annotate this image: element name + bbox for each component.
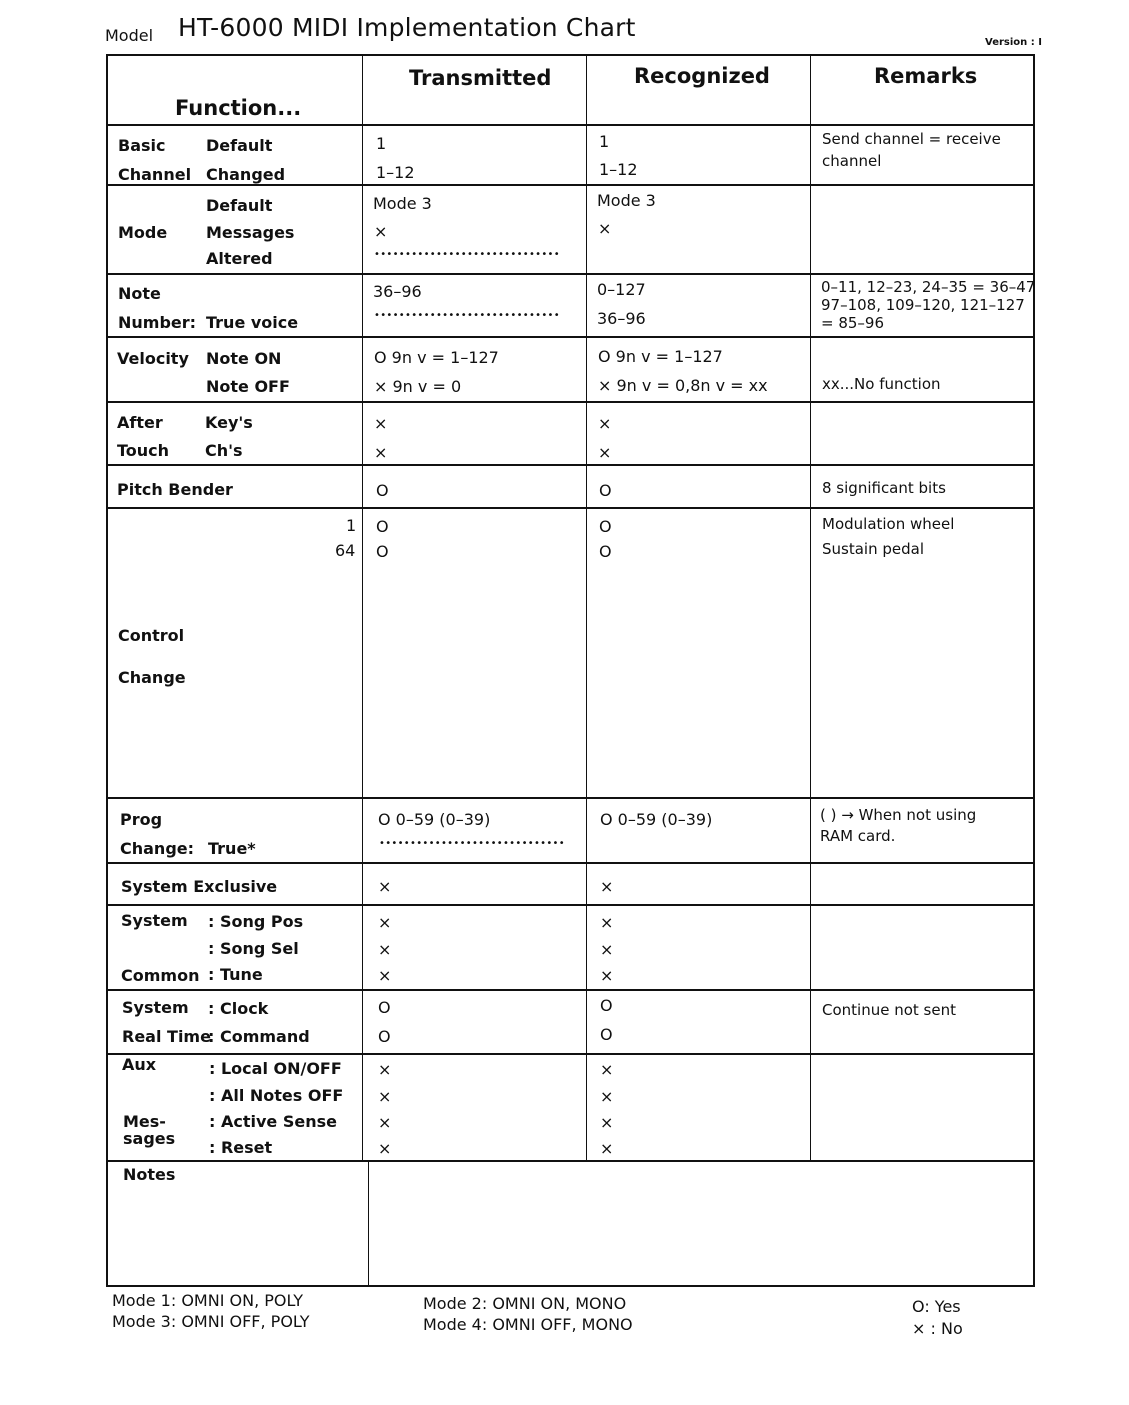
col-divider-function: [362, 56, 363, 1160]
cell-remarks: Sustain pedal: [822, 540, 924, 558]
header-remarks: Remarks: [874, 64, 978, 88]
row-sublabel: : Command: [208, 1027, 310, 1046]
row-sublabel: : Song Sel: [208, 939, 299, 958]
row-label: Real Time: [122, 1027, 211, 1046]
col-divider-transmitted: [586, 56, 587, 1160]
cell-value: O 9n v = 1–127: [598, 347, 723, 366]
dotted-filler: ••••••••••••••••••••••••••••••: [379, 838, 565, 849]
cell-remarks: Modulation wheel: [822, 515, 955, 533]
cell-value: ×: [600, 1060, 614, 1079]
row-divider: [108, 989, 1033, 991]
cell-value: O: [376, 517, 389, 536]
cell-value: ×: [378, 1087, 392, 1106]
cell-remarks: RAM card.: [820, 827, 896, 845]
cell-remarks: ( ) → When not using: [820, 806, 977, 824]
model-label: Model: [105, 26, 154, 45]
footer-mode2: Mode 2: OMNI ON, MONO: [423, 1294, 627, 1313]
cell-value: Mode 3: [373, 194, 432, 213]
cell-value: ×: [378, 966, 392, 985]
cell-value: ×: [374, 414, 388, 433]
cell-value: O: [600, 1025, 613, 1044]
row-sublabel: Note OFF: [206, 377, 290, 396]
cell-value: O: [599, 481, 612, 500]
cell-value: ×: [378, 877, 392, 896]
row-label: Prog: [120, 810, 163, 829]
page-title: HT-6000 MIDI Implementation Chart: [178, 13, 636, 42]
row-sublabel: : Song Pos: [208, 912, 304, 931]
row-divider: [108, 507, 1033, 509]
row-sublabel: Default: [206, 136, 273, 155]
cell-value: O: [376, 481, 389, 500]
dotted-filler: ••••••••••••••••••••••••••••••: [374, 310, 560, 321]
cell-value: O: [599, 542, 612, 561]
row-label: Common: [121, 966, 200, 985]
controller-number: 1: [346, 516, 357, 535]
footer-legend-no: × : No: [912, 1319, 963, 1338]
midi-implementation-table: [106, 54, 1035, 1287]
cell-value: ×: [378, 1113, 392, 1132]
row-label: Mes-: [123, 1112, 166, 1131]
row-sublabel: Key's: [205, 413, 253, 432]
row-sublabel: : Active Sense: [209, 1112, 337, 1131]
footer-mode3: Mode 3: OMNI OFF, POLY: [112, 1312, 310, 1331]
row-sublabel: Default: [206, 196, 273, 215]
controller-number: 64: [335, 541, 356, 560]
cell-value: O: [378, 998, 391, 1017]
cell-value: ×: [600, 966, 614, 985]
version-label: Version : I: [985, 37, 1042, 48]
cell-value: ×: [598, 414, 612, 433]
header-transmitted: Transmitted: [409, 66, 552, 90]
cell-value: ×: [598, 443, 612, 462]
cell-value: ×: [600, 1113, 614, 1132]
cell-value: ×: [598, 219, 612, 238]
cell-value: Mode 3: [597, 191, 656, 210]
row-sublabel: Changed: [206, 165, 286, 184]
footer-legend-yes: O: Yes: [912, 1297, 961, 1316]
row-label: After: [117, 413, 163, 432]
row-divider: [108, 464, 1033, 466]
cell-value: ×: [374, 443, 388, 462]
col-divider-recognized: [810, 56, 811, 1160]
row-divider: [108, 1160, 1033, 1162]
row-divider: [108, 336, 1033, 338]
cell-value: O: [600, 996, 613, 1015]
row-label: System: [121, 911, 188, 930]
header-recognized: Recognized: [634, 64, 770, 88]
cell-value: 36–96: [597, 309, 646, 328]
cell-remarks: 0–11, 12–23, 24–35 = 36–47: [821, 278, 1036, 296]
cell-value: ×: [374, 222, 388, 241]
row-sublabel: Messages: [206, 223, 295, 242]
row-label: Pitch Bender: [117, 480, 233, 499]
notes-label: Notes: [123, 1165, 176, 1184]
row-label: Number:: [118, 313, 197, 332]
row-sublabel: Note ON: [206, 349, 282, 368]
cell-value: O: [599, 517, 612, 536]
cell-remarks: 8 significant bits: [822, 479, 946, 497]
row-sublabel: : Clock: [208, 999, 269, 1018]
row-label: Aux: [122, 1055, 157, 1074]
row-label: Change: [118, 668, 186, 687]
cell-value: × 9n v = 0: [374, 377, 462, 396]
cell-value: × 9n v = 0,8n v = xx: [598, 376, 768, 395]
col-divider-notes: [368, 1160, 369, 1285]
row-label: System: [122, 998, 189, 1017]
row-divider: [108, 797, 1033, 799]
row-divider: [108, 184, 1033, 186]
cell-value: ×: [600, 940, 614, 959]
cell-value: ×: [378, 940, 392, 959]
row-divider: [108, 124, 1033, 126]
row-label: Control: [118, 626, 185, 645]
row-label: Mode: [118, 223, 168, 242]
row-divider: [108, 904, 1033, 906]
row-sublabel: Ch's: [205, 441, 243, 460]
row-label: Velocity: [117, 349, 189, 368]
cell-value: 0–127: [597, 280, 646, 299]
cell-value: 1–12: [599, 160, 638, 179]
cell-remarks: 97–108, 109–120, 121–127: [821, 296, 1025, 314]
row-divider: [108, 273, 1033, 275]
row-label: Touch: [117, 441, 170, 460]
cell-value: ×: [378, 913, 392, 932]
cell-value: 1–12: [376, 163, 415, 182]
cell-value: ×: [600, 1087, 614, 1106]
cell-value: O 0–59 (0–39): [378, 810, 491, 829]
footer-mode4: Mode 4: OMNI OFF, MONO: [423, 1315, 633, 1334]
cell-value: ×: [600, 913, 614, 932]
cell-remarks: Send channel = receive: [822, 130, 1001, 148]
row-label: sages: [123, 1129, 176, 1148]
cell-value: ×: [378, 1060, 392, 1079]
row-sublabel: : Tune: [208, 965, 263, 984]
row-divider: [108, 401, 1033, 403]
cell-value: 36–96: [373, 282, 422, 301]
cell-remarks: = 85–96: [821, 314, 885, 332]
cell-value: 1: [376, 134, 387, 153]
footer-mode1: Mode 1: OMNI ON, POLY: [112, 1291, 304, 1310]
row-label: Note: [118, 284, 161, 303]
row-label: System Exclusive: [121, 877, 278, 896]
cell-value: ×: [600, 877, 614, 896]
row-sublabel: True voice: [206, 313, 299, 332]
cell-value: ×: [378, 1139, 392, 1158]
cell-remarks: Continue not sent: [822, 1001, 956, 1019]
row-label: Change:: [120, 839, 195, 858]
cell-value: 1: [599, 132, 610, 151]
cell-value: O 9n v = 1–127: [374, 348, 499, 367]
cell-remarks: channel: [822, 152, 882, 170]
cell-value: ×: [600, 1139, 614, 1158]
header-function: Function...: [175, 96, 302, 120]
row-sublabel: : All Notes OFF: [209, 1086, 344, 1105]
row-sublabel: True*: [208, 839, 256, 858]
row-sublabel: : Local ON/OFF: [209, 1059, 342, 1078]
cell-value: O: [376, 542, 389, 561]
row-sublabel: Altered: [206, 249, 273, 268]
cell-value: O 0–59 (0–39): [600, 810, 713, 829]
cell-remarks: xx...No function: [822, 375, 941, 393]
row-sublabel: : Reset: [209, 1138, 273, 1157]
row-label: Channel: [118, 165, 192, 184]
row-label: Basic: [118, 136, 166, 155]
row-divider: [108, 862, 1033, 864]
dotted-filler: ••••••••••••••••••••••••••••••: [374, 249, 560, 260]
row-divider: [108, 1053, 1033, 1055]
cell-value: O: [378, 1027, 391, 1046]
